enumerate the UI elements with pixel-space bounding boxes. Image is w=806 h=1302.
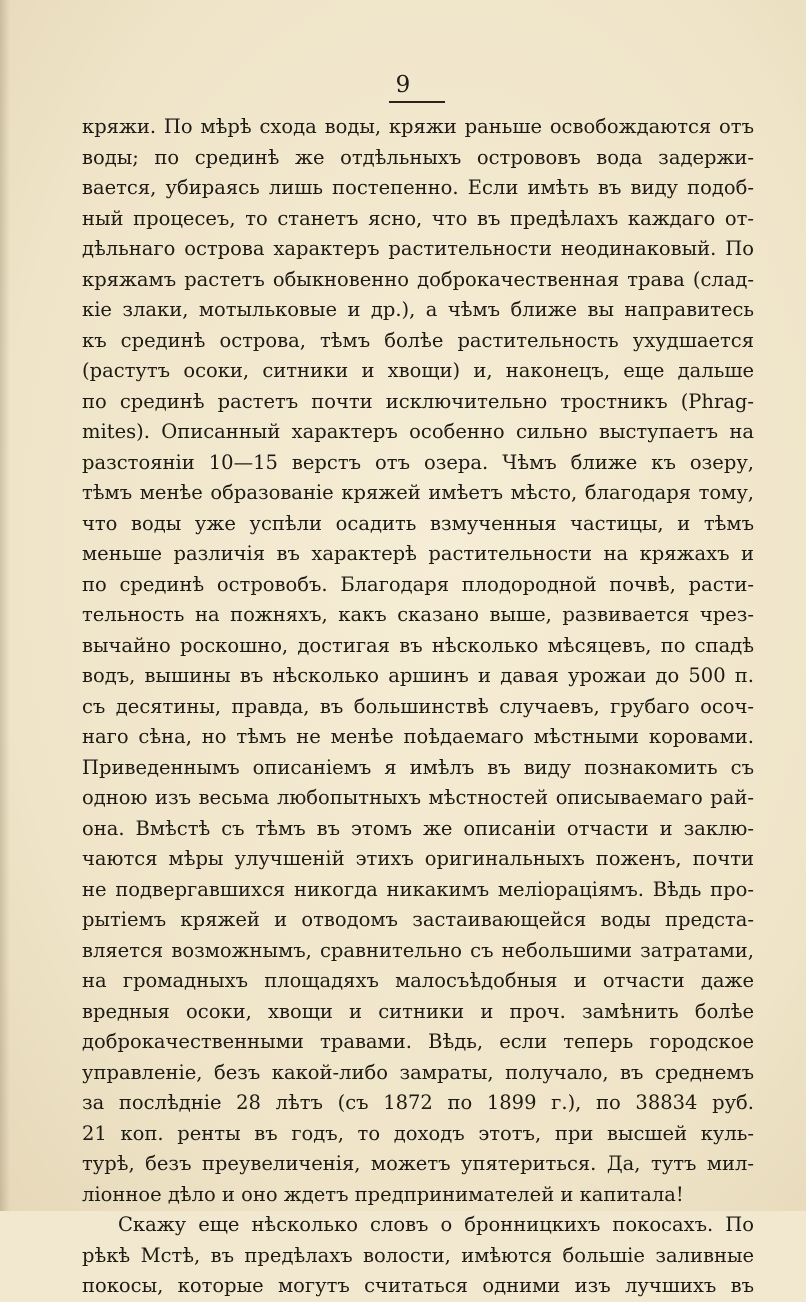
text-line: Приведеннымъ описаніемъ я имѣлъ въ виду познакомить съ <box>82 755 754 779</box>
text-line: кіе злаки, мотыльковые и др.), а чѣмъ ближе вы направитесь <box>82 298 754 321</box>
text-line: ный процесеъ, то станетъ ясно, что въ предѣлахъ каждаго от- <box>82 206 754 230</box>
text-line: управленіе, безъ какой-либо замраты, получало, въ среднемъ <box>82 1060 754 1084</box>
page-number-underline <box>389 101 445 103</box>
text-line: по срединѣ растетъ почти исключительно тростникъ (Phrag- <box>82 389 754 413</box>
text-line: (растутъ осоки, ситники и хвощи) и, наконецъ, еще дальше <box>82 359 754 382</box>
page-edge-shadow <box>0 0 10 1211</box>
text-line: разстояніи 10—15 верстъ отъ озера. Чѣмъ ближе къ озеру, <box>82 450 754 474</box>
text-line: по срединѣ островобъ. Благодаря плодородной почвѣ, расти- <box>82 572 754 596</box>
text-line: тельность на пожняхъ, какъ сказано выше, развивается чрез- <box>82 603 754 626</box>
text-line: одною изъ весьма любопытныхъ мѣстностей описываемаго рай- <box>82 786 754 809</box>
text-line: доброкачественными травами. Вѣдь, если теперь городское <box>82 1030 754 1053</box>
text-line: водъ, вышины въ нѣсколько аршинъ и давая урожаи до 500 п. <box>82 664 754 687</box>
text-line: съ десятины, правда, въ большинствѣ случаевъ, грубаго осоч- <box>82 694 754 718</box>
text-line: вычайно роскошно, достигая въ нѣсколько мѣсяцевъ, по спадѣ <box>82 633 754 657</box>
text-line: дѣльнаго острова характеръ растительности неодинаковый. По <box>82 237 754 260</box>
text-line: Скажу еще нѣсколько словъ о бронницкихъ покосахъ. По <box>118 1213 754 1236</box>
text-line: mites). Описанный характеръ особенно сильно выступаетъ на <box>82 420 754 443</box>
text-line: кряжамъ растетъ обыкновенно доброкачественная трава (слад- <box>82 267 754 291</box>
text-line: за послѣдніе 28 лѣтъ (съ 1872 по 1899 г.), по 38834 руб. <box>82 1091 754 1114</box>
text-line: на громадныхъ площадяхъ малосъѣдобныя и отчасти даже <box>82 969 754 992</box>
text-line: 21 коп. ренты въ годъ, то доходъ этотъ, при высшей куль- <box>82 1121 754 1145</box>
text-line: вредныя осоки, хвощи и ситники и проч. замѣнить болѣе <box>82 999 754 1023</box>
text-line: покосы, которые могутъ считаться одними изъ лучшихъ въ <box>82 1274 754 1297</box>
text-line: она. Вмѣстѣ съ тѣмъ въ этомъ же описаніи отчасти и заклю- <box>82 816 754 840</box>
text-line: рѣкѣ Мстѣ, въ предѣлахъ волости, имѣются большіе заливные <box>82 1243 754 1267</box>
text-line: кряжи. По мѣрѣ схода воды, кряжи раньше освобождаются отъ <box>82 115 754 138</box>
paragraph <box>82 112 754 1210</box>
text-line: чаются мѣры улучшеній этихъ оригинальныхъ поженъ, почти <box>82 847 754 870</box>
text-line: что воды уже успѣли осадить взмученныя частицы, и тѣмъ <box>82 511 754 535</box>
text-line: воды; по срединѣ же отдѣльныхъ острововъ вода задержи- <box>82 145 754 169</box>
text-line: тѣмъ менѣе образованіе кряжей имѣетъ мѣсто, благодаря тому, <box>82 481 754 504</box>
text-line: вается, убираясь лишь постепенно. Если имѣть въ виду подоб- <box>82 176 754 199</box>
text-line: турѣ, безъ преувеличенія, можетъ упятериться. Да, тутъ мил- <box>82 1152 754 1175</box>
text-line: наго сѣна, но тѣмъ не менѣе поѣдаемаго мѣстными коровами. <box>82 725 754 748</box>
paragraph <box>82 1210 754 1302</box>
body-text <box>82 112 754 1302</box>
text-line: не подвергавшихся никогда никакимъ меліораціямъ. Вѣдь про- <box>82 877 754 901</box>
text-line: къ срединѣ острова, тѣмъ болѣе растительность ухудшается <box>82 328 754 352</box>
text-line: рытіемъ кряжей и отводомъ застаивающейся воды предста- <box>82 908 754 931</box>
text-line: вляется возможнымъ, сравнительно съ небольшими затратами, <box>82 938 754 962</box>
text-line: ліонное дѣло и оно ждетъ предпринимателей и капитала! <box>82 1182 684 1206</box>
text-line: меньше различія въ характерѣ растительности на кряжахъ и <box>82 542 754 565</box>
page-number: 9 <box>395 72 411 98</box>
